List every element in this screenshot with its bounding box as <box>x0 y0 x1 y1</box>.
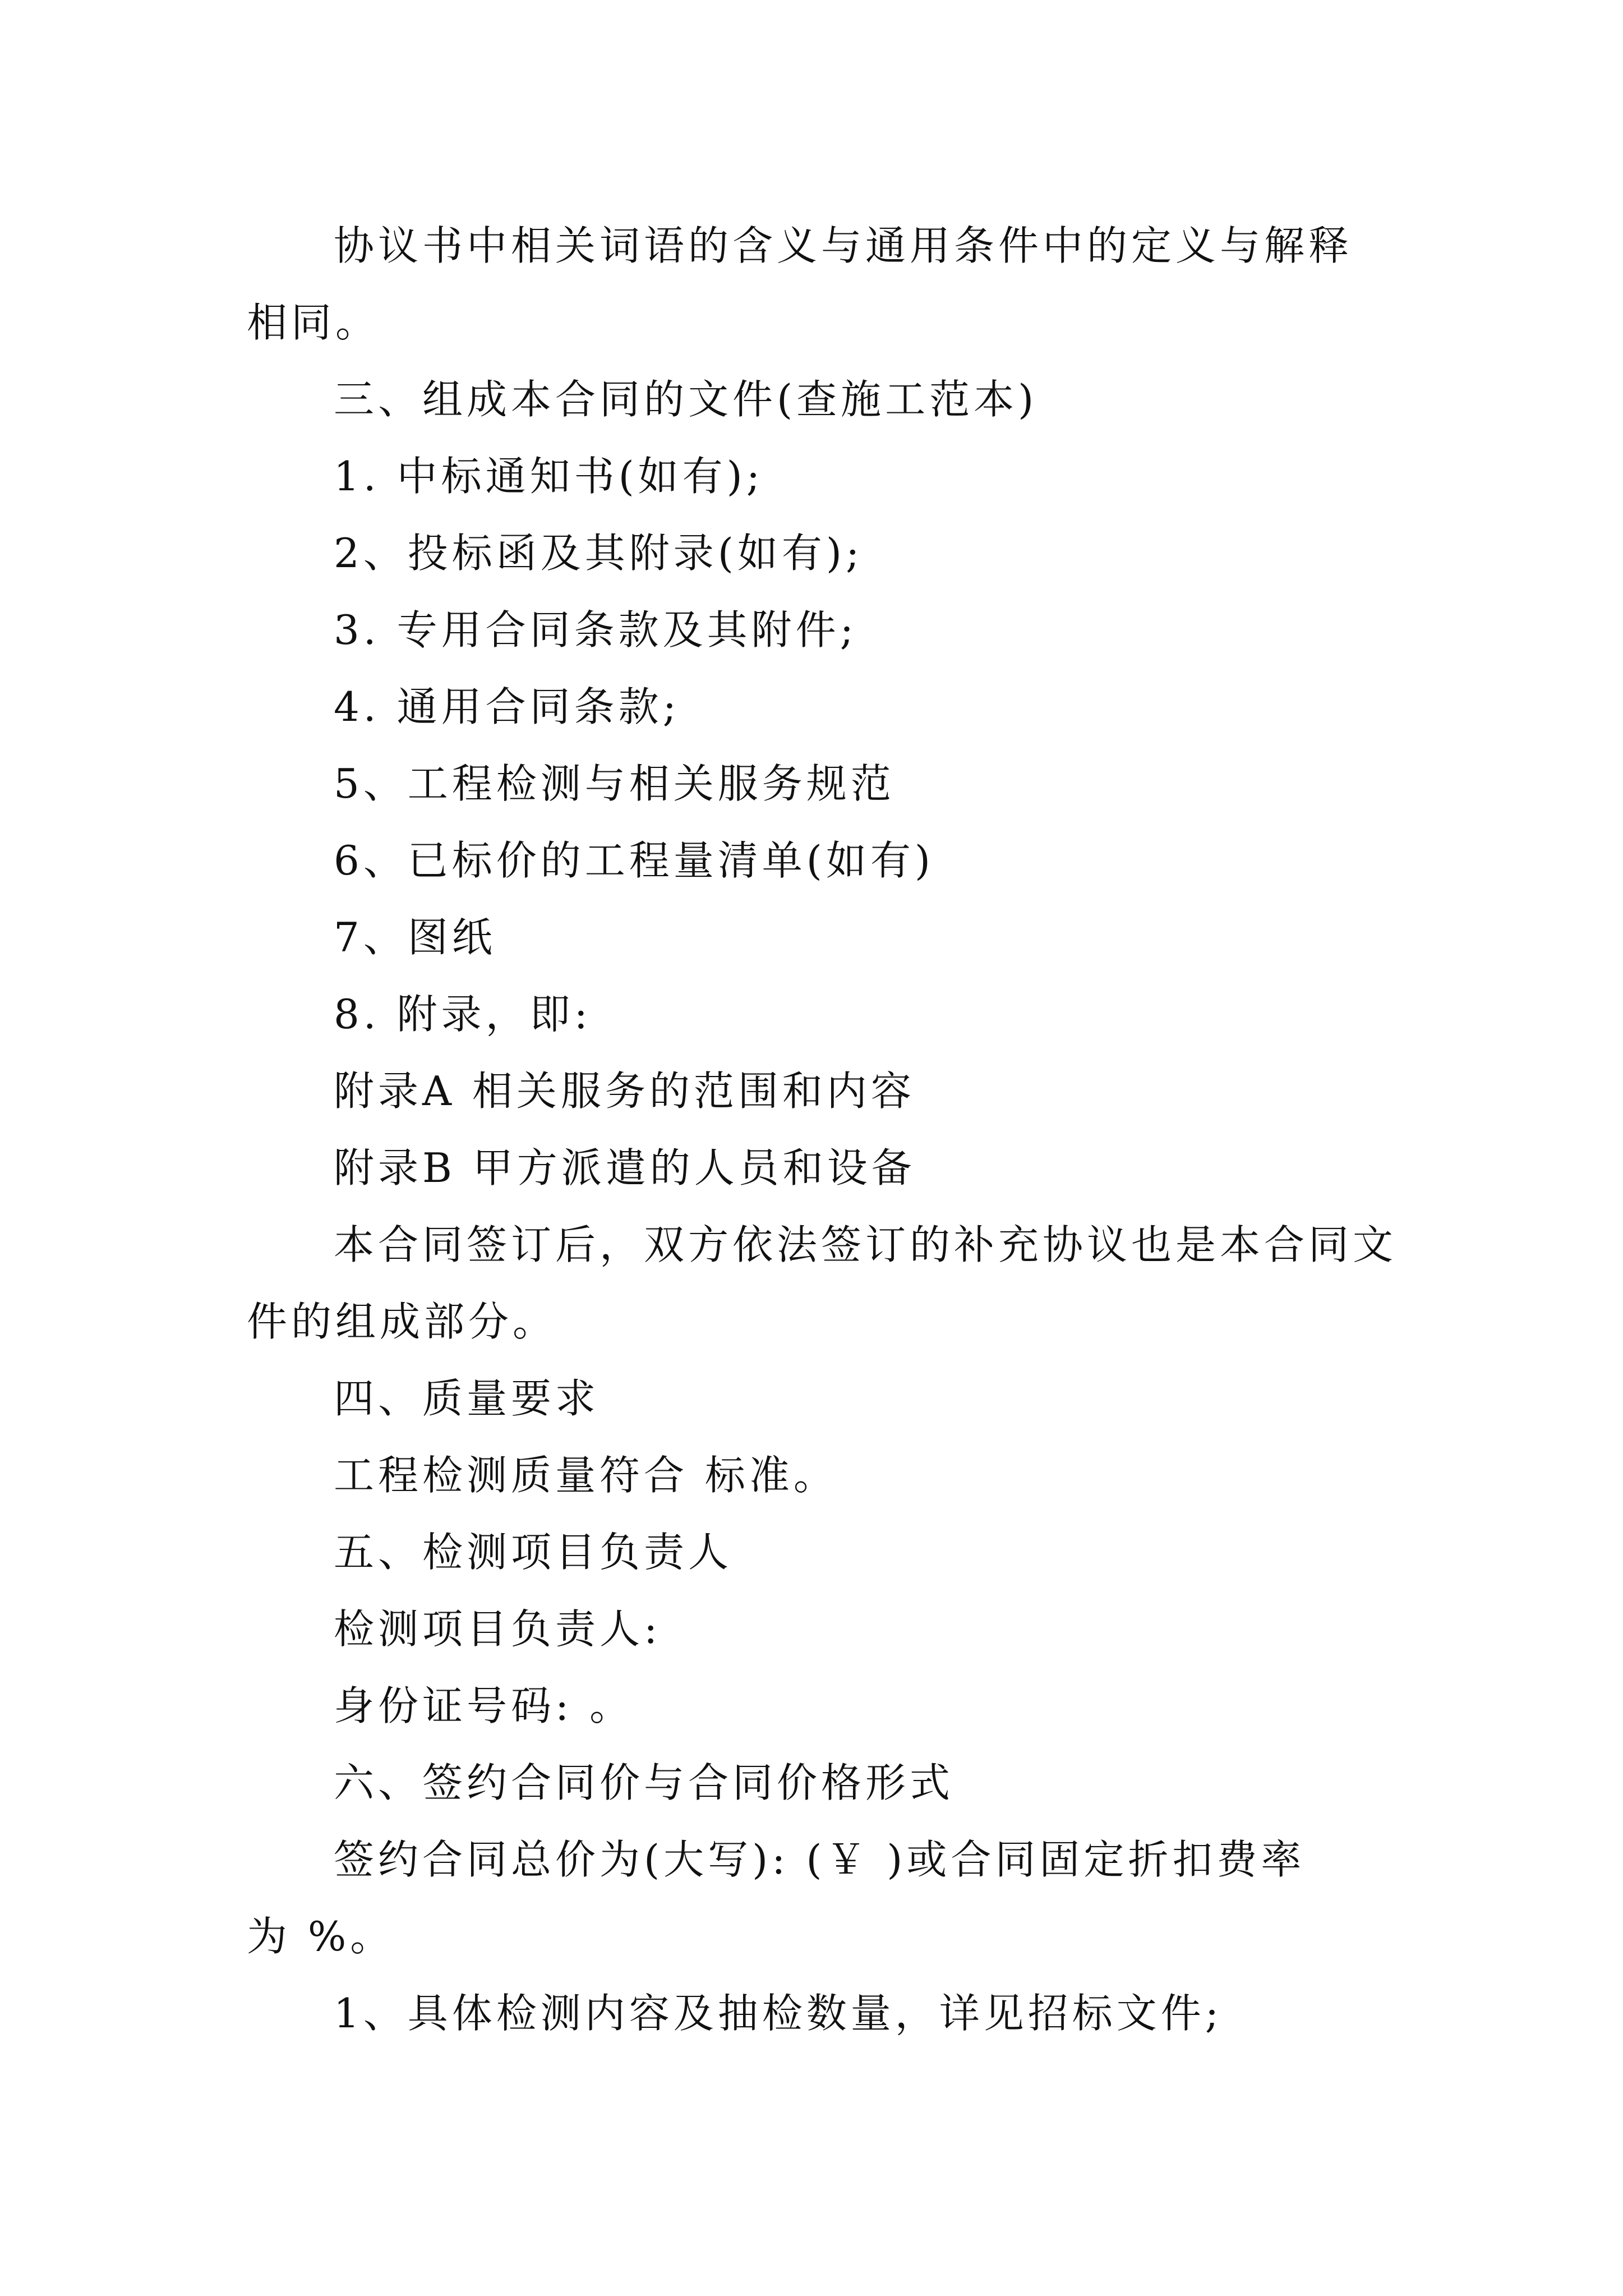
section-heading-project-lead: 五、检测项目负责人 <box>334 1529 733 1576</box>
list-item-7: 7、图纸 <box>334 914 496 961</box>
section-heading-contract-documents: 三、组成本合同的文件(查施工范本) <box>334 376 1038 423</box>
paragraph-definitions-line-2: 相同。 <box>247 299 380 346</box>
document-body <box>247 208 1398 2052</box>
paragraph-supplement-line-1: 本合同签订后，双方依法签订的补充协议也是本合同文 <box>334 1221 1398 1268</box>
list-item-6: 6、已标价的工程量清单(如有) <box>334 837 934 884</box>
list-item-5: 5、工程检测与相关服务规范 <box>334 760 895 807</box>
section-heading-quality: 四、质量要求 <box>334 1375 600 1422</box>
paragraph-supplement-line-2: 件的组成部分。 <box>247 1298 557 1345</box>
appendix-a: 附录A 相关服务的范围和内容 <box>334 1068 915 1115</box>
project-lead-field: 检测项目负责人: <box>334 1605 662 1653</box>
contract-price-line-1: 签约合同总价为(大写): (￥ )或合同固定折扣费率 <box>334 1836 1306 1883</box>
appendix-b: 附录B 甲方派遣的人员和设备 <box>334 1144 916 1191</box>
list-item-1: 1. 中标通知书(如有); <box>334 453 764 500</box>
section-heading-contract-price: 六、签约合同价与合同价格形式 <box>334 1759 955 1806</box>
list-item-4: 4. 通用合同条款; <box>334 683 680 730</box>
list-item-8: 8. 附录，即: <box>334 991 592 1038</box>
list-item-3: 3. 专用合同条款及其附件; <box>334 606 857 654</box>
detail-item-1: 1、具体检测内容及抽检数量，详见招标文件; <box>334 1990 1223 2037</box>
paragraph-definitions-line-1: 协议书中相关词语的含义与通用条件中的定义与解释 <box>334 222 1353 269</box>
contract-price-line-2: 为 %。 <box>247 1913 395 1960</box>
id-number-field: 身份证号码: 。 <box>334 1682 634 1729</box>
quality-standard: 工程检测质量符合 标准。 <box>334 1452 838 1499</box>
list-item-2: 2、投标函及其附录(如有); <box>334 530 864 577</box>
